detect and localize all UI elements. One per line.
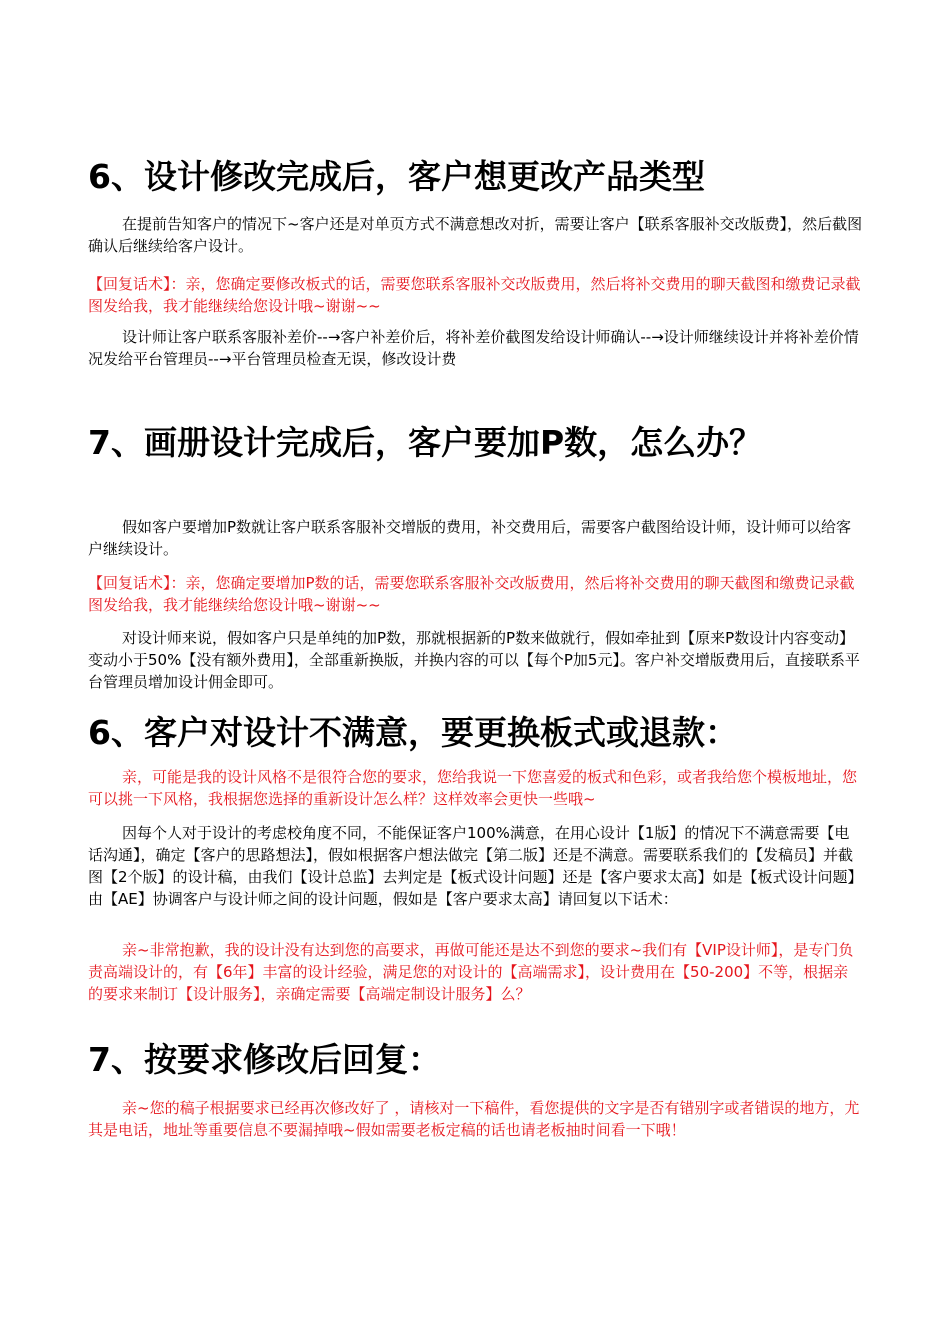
reply-script-paragraph: 亲，可能是我的设计风格不是很符合您的要求，您给我说一下您喜爱的板式和色彩，或者我给您个模板地址，您可以挑一下风格，我根据您选择的重新设计怎么样？这样效率会更快一些哦~ — [88, 768, 858, 808]
section-heading: 6、客户对设计不满意，要更换板式或退款： — [88, 713, 738, 752]
body-paragraph: 在提前告知客户的情况下~客户还是对单页方式不满意想改对折，需要让客户【联系客服补交改版费】，然后截图确认后继续给客户设计。 — [88, 215, 863, 255]
reply-script-paragraph: 亲~非常抱歉，我的设计没有达到您的高要求，再做可能还是达不到您的要求~我们有【VIP设计师】，是专门负责高端设计的，有【6年】丰富的设计经验，满足您的对设计的【高端需求】，设计费用在【50-200】不等，根据亲的要求来制订【设计服务】，亲确定需要【高端定制设计服务】么？ — [88, 941, 854, 1003]
body-paragraph: 假如客户要增加P数就让客户联系客服补交增版的费用，补交费用后，需要客户截图给设计师，设计师可以给客户继续设计。 — [88, 518, 852, 558]
section-heading: 6、设计修改完成后，客户想更改产品类型 — [88, 157, 705, 196]
reply-script-paragraph: 【回复话术】：亲，您确定要修改板式的话，需要您联系客服补交改版费用，然后将补交费用的聊天截图和缴费记录截图发给我，我才能继续给您设计哦~谢谢~~ — [88, 275, 861, 315]
section-heading: 7、按要求修改后回复： — [88, 1040, 441, 1079]
reply-script-paragraph: 【回复话术】：亲，您确定要增加P数的话，需要您联系客服补交改版费用，然后将补交费用的聊天截图和缴费记录截图发给我，我才能继续给您设计哦~谢谢~~ — [88, 574, 855, 614]
body-paragraph: 因每个人对于设计的考虑校角度不同，不能保证客户100%满意，在用心设计【1版】的情况下不满意需要【电话沟通】，确定【客户的思路想法】，假如根据客户想法做完【第二版】还是不满意。需要联系我们的【发稿员】并截图【2个版】的设计稿，由我们【设计总监】去判定是【板式设计问题】还是【客户要求太高】如是【板式设计问题】由【AE】协调客户与设计师之间的设计问题，假如是【客户要求太高】请回复以下话术： — [88, 824, 863, 908]
body-paragraph: 设计师让客户联系客服补差价--→客户补差价后，将补差价截图发给设计师确认--→设计师继续设计并将补差价情况发给平台管理员--→平台管理员检查无误，修改设计费 — [88, 328, 859, 368]
reply-script-paragraph: 亲~您的稿子根据要求已经再次修改好了 ，请核对一下稿件，看您提供的文字是否有错别字或者错误的地方，尤其是电话，地址等重要信息不要漏掉哦~假如需要老板定稿的话也请老板抽时间看一下哦！ — [88, 1099, 860, 1139]
body-paragraph: 对设计师来说，假如客户只是单纯的加P数，那就根据新的P数来做就行，假如牵扯到【原来P数设计内容变动】变动小于50%【没有额外费用】，全部重新换版，并换内容的可以【每个P加5元】。客户补交增版费用后，直接联系平台管理员增加设计佣金即可。 — [88, 629, 860, 691]
section-heading: 7、画册设计完成后，客户要加P数，怎么办？ — [88, 423, 763, 462]
